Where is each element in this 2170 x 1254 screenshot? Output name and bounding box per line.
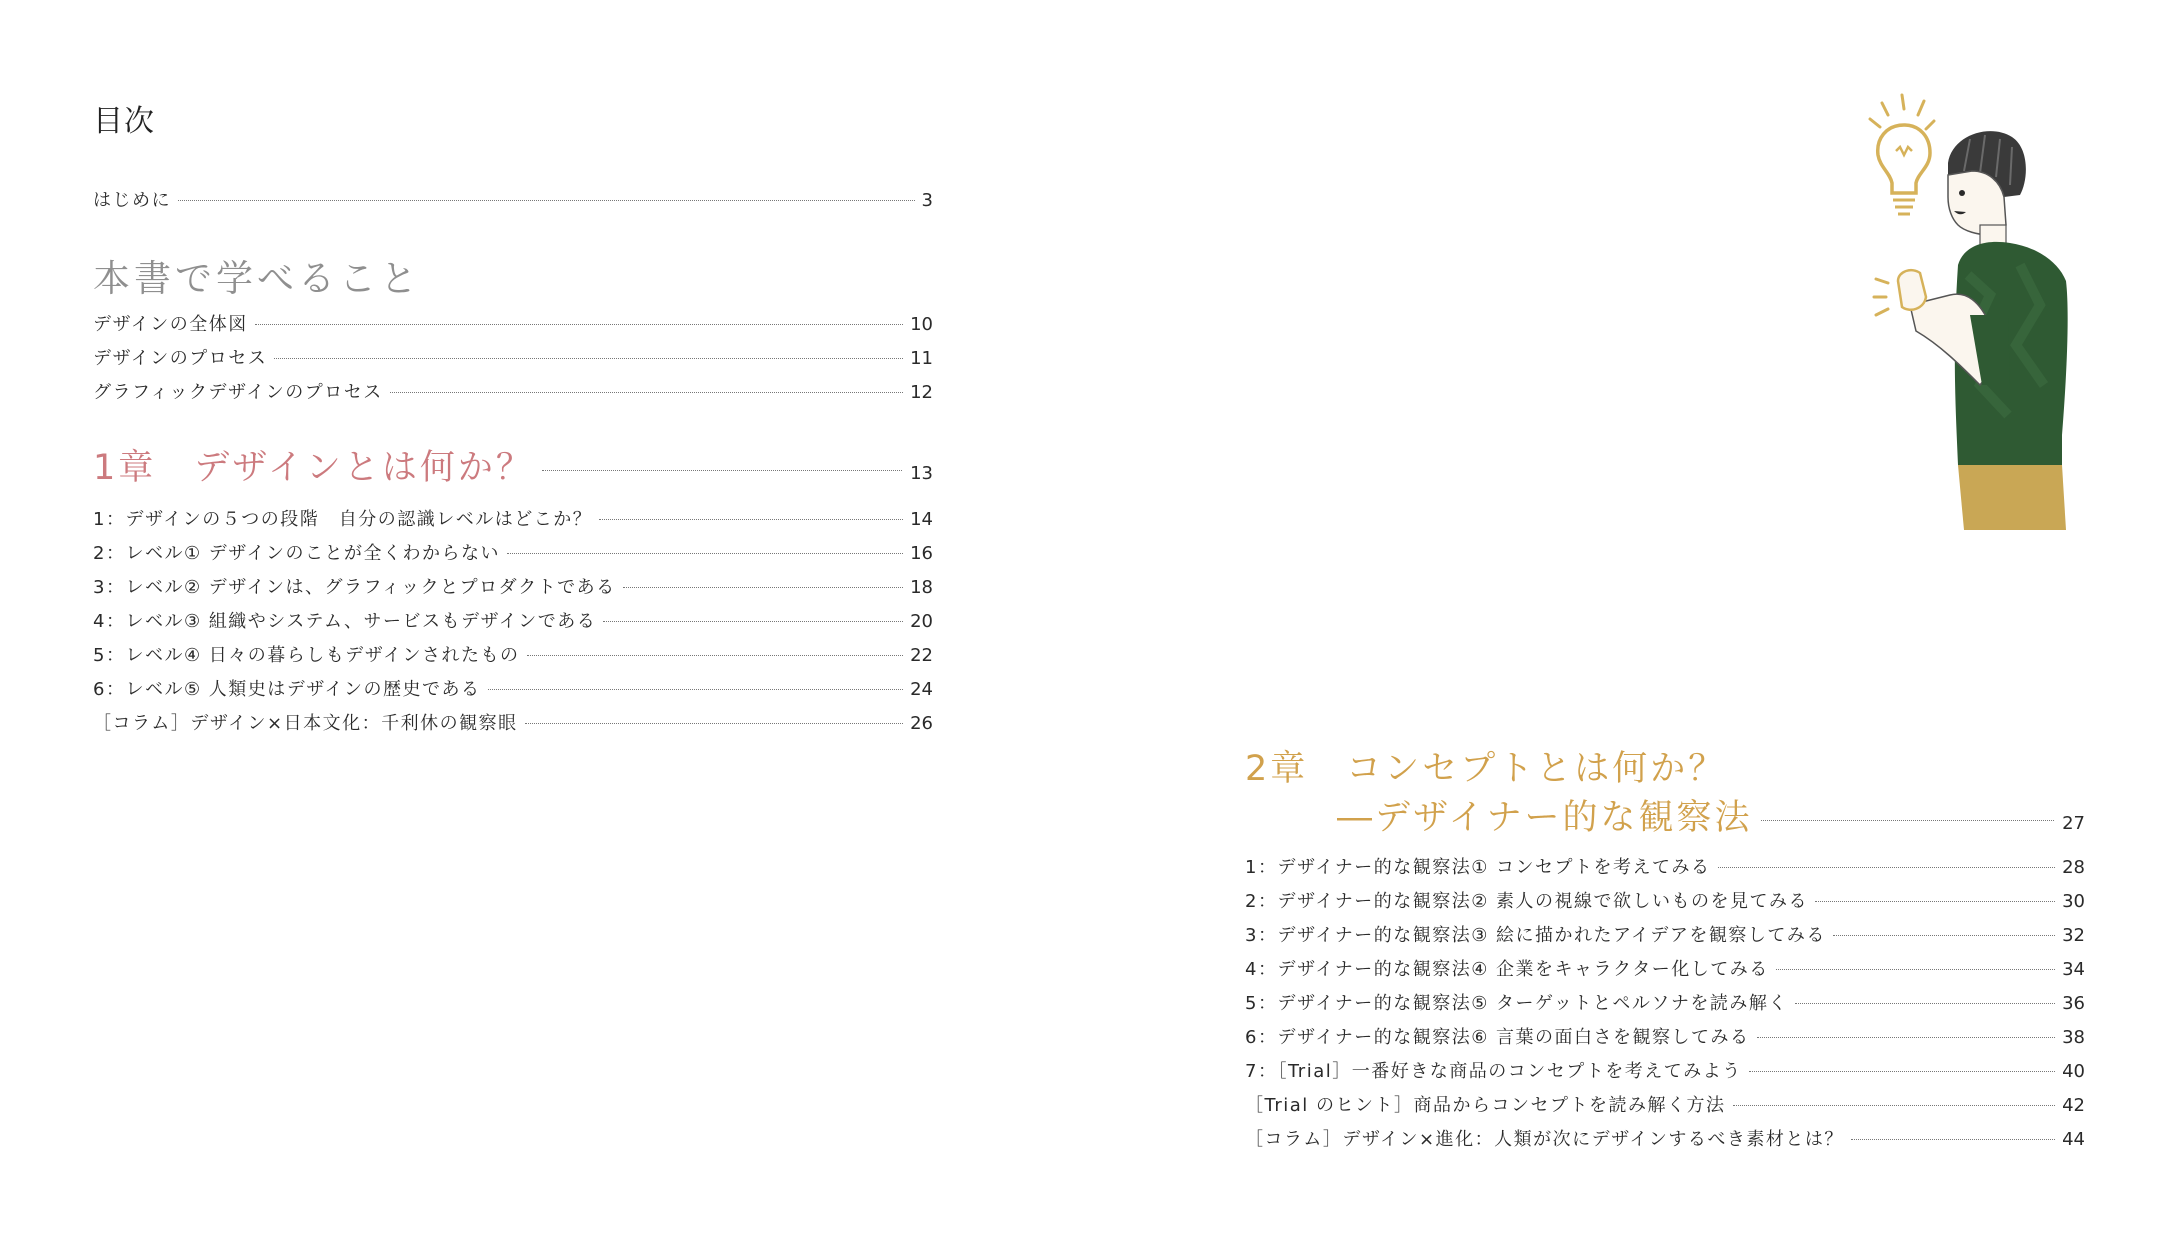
toc-entry-page: 22 bbox=[910, 645, 933, 666]
toc-entry[interactable] bbox=[1245, 1125, 2085, 1151]
toc-entry-label: 7：［Trial］一番好きな商品のコンセプトを考えてみよう bbox=[1245, 1061, 1742, 1082]
dot-leader bbox=[1815, 901, 2055, 902]
dot-leader bbox=[527, 655, 904, 656]
toc-entry[interactable] bbox=[1245, 1023, 2085, 1049]
toc-entry-label: ［Trial のヒント］商品からコンセプトを読み解く方法 bbox=[1245, 1095, 1726, 1116]
toc-entry[interactable] bbox=[93, 709, 933, 735]
dot-leader bbox=[390, 392, 903, 393]
toc-entry-page: 30 bbox=[2062, 891, 2085, 912]
toc-entry[interactable] bbox=[1245, 955, 2085, 981]
toc-entry-page: 20 bbox=[910, 611, 933, 632]
chapter1-page: 13 bbox=[910, 463, 933, 484]
dot-leader bbox=[1718, 867, 2056, 868]
chapter2-title-line1: 2章 コンセプトとは何か？ bbox=[1245, 749, 1727, 789]
toc-entry-page: 12 bbox=[910, 382, 933, 403]
dot-leader bbox=[1851, 1139, 2055, 1140]
toc-entry[interactable] bbox=[93, 641, 933, 667]
person-with-lightbulb-icon bbox=[1840, 85, 2090, 530]
toc-entry-page: 16 bbox=[910, 543, 933, 564]
toc-entry-label: 1：デザインの５つの段階 自分の認識レベルはどこか？ bbox=[93, 509, 593, 530]
toc-entry-label: 4：レベル③ 組織やシステム、サービスもデザインである bbox=[93, 611, 597, 632]
toc-entry[interactable] bbox=[1245, 921, 2085, 947]
dot-leader bbox=[1749, 1071, 2055, 1072]
toc-entry[interactable] bbox=[1245, 887, 2085, 913]
toc-entry[interactable] bbox=[93, 344, 933, 370]
toc-title: 目次 bbox=[93, 104, 155, 139]
toc-entry-label: デザインのプロセス bbox=[93, 348, 268, 369]
dot-leader bbox=[623, 587, 903, 588]
dot-leader bbox=[178, 200, 915, 201]
toc-entry-page: 3 bbox=[921, 190, 933, 211]
toc-entry-label: 6：レベル⑤ 人類史はデザインの歴史である bbox=[93, 679, 481, 700]
toc-entry[interactable] bbox=[93, 310, 933, 336]
dot-leader bbox=[488, 689, 904, 690]
toc-entry-page: 11 bbox=[910, 348, 933, 369]
toc-entry[interactable] bbox=[93, 607, 933, 633]
toc-entry[interactable] bbox=[93, 675, 933, 701]
toc-entry-label: 1：デザイナー的な観察法① コンセプトを考えてみる bbox=[1245, 857, 1711, 878]
toc-entry[interactable] bbox=[93, 573, 933, 599]
toc-entry-label: ［コラム］デザイン×進化：人類が次にデザインするべき素材とは？ bbox=[1245, 1129, 1844, 1150]
toc-entry[interactable] bbox=[1245, 1057, 2085, 1083]
toc-entry-label: 5：デザイナー的な観察法⑤ ターゲットとペルソナを読み解く bbox=[1245, 993, 1788, 1014]
toc-entry-page: 18 bbox=[910, 577, 933, 598]
dot-leader bbox=[274, 358, 903, 359]
toc-entry-page: 24 bbox=[910, 679, 933, 700]
dot-leader bbox=[1733, 1105, 2056, 1106]
toc-entry-label: 2：レベル① デザインのことが全くわからない bbox=[93, 543, 501, 564]
section-heading: 本書で学べること bbox=[93, 257, 421, 300]
dot-leader bbox=[1757, 1037, 2056, 1038]
dot-leader bbox=[1776, 969, 2055, 970]
toc-entry[interactable] bbox=[1245, 853, 2085, 879]
toc-entry-page: 40 bbox=[2062, 1061, 2085, 1082]
toc-entry-page: 10 bbox=[910, 314, 933, 335]
toc-entry[interactable] bbox=[1245, 989, 2085, 1015]
toc-entry-label: 2：デザイナー的な観察法② 素人の視線で欲しいものを見てみる bbox=[1245, 891, 1809, 912]
dot-leader bbox=[1795, 1003, 2055, 1004]
toc-entry-label: はじめに bbox=[93, 190, 171, 211]
dot-leader bbox=[525, 723, 903, 724]
dot-leader bbox=[255, 324, 903, 325]
toc-entry-page: 14 bbox=[910, 509, 933, 530]
dot-leader bbox=[599, 519, 903, 520]
toc-entry-page: 32 bbox=[2062, 925, 2085, 946]
chapter1-title: 1章 デザインとは何か？ bbox=[93, 448, 534, 488]
toc-entry[interactable] bbox=[93, 505, 933, 531]
dot-leader bbox=[507, 553, 903, 554]
toc-entry-label: 6：デザイナー的な観察法⑥ 言葉の面白さを観察してみる bbox=[1245, 1027, 1750, 1048]
toc-entry-page: 38 bbox=[2062, 1027, 2085, 1048]
chapter1-heading[interactable] bbox=[93, 440, 933, 490]
dot-leader bbox=[542, 470, 902, 471]
toc-entry[interactable] bbox=[1245, 1091, 2085, 1117]
toc-entry-page: 42 bbox=[2062, 1095, 2085, 1116]
toc-entry-intro[interactable] bbox=[93, 186, 933, 212]
toc-entry-label: デザインの全体図 bbox=[93, 314, 248, 335]
dot-leader bbox=[1761, 820, 2055, 821]
toc-entry-label: 3：デザイナー的な観察法③ 絵に描かれたアイデアを観察してみる bbox=[1245, 925, 1826, 946]
toc-entry-page: 34 bbox=[2062, 959, 2085, 980]
toc-entry-page: 36 bbox=[2062, 993, 2085, 1014]
toc-entry-page: 44 bbox=[2062, 1129, 2085, 1150]
toc-entry[interactable] bbox=[93, 539, 933, 565]
chapter2-heading[interactable] bbox=[1245, 790, 2085, 840]
dot-leader bbox=[603, 621, 903, 622]
toc-entry[interactable] bbox=[93, 378, 933, 404]
toc-entry-label: グラフィックデザインのプロセス bbox=[93, 382, 383, 403]
toc-entry-page: 26 bbox=[910, 713, 933, 734]
chapter2-page: 27 bbox=[2062, 813, 2085, 834]
toc-entry-label: ［コラム］デザイン×日本文化：千利休の観察眼 bbox=[93, 713, 518, 734]
toc-entry-label: 3：レベル② デザインは、グラフィックとプロダクトである bbox=[93, 577, 616, 598]
toc-entry-label: 5：レベル④ 日々の暮らしもデザインされたもの bbox=[93, 645, 520, 666]
toc-entry-page: 28 bbox=[2062, 857, 2085, 878]
dot-leader bbox=[1833, 935, 2055, 936]
chapter2-title-line2: ―デザイナー的な観察法 bbox=[1337, 798, 1753, 838]
toc-entry-label: 4：デザイナー的な観察法④ 企業をキャラクター化してみる bbox=[1245, 959, 1769, 980]
